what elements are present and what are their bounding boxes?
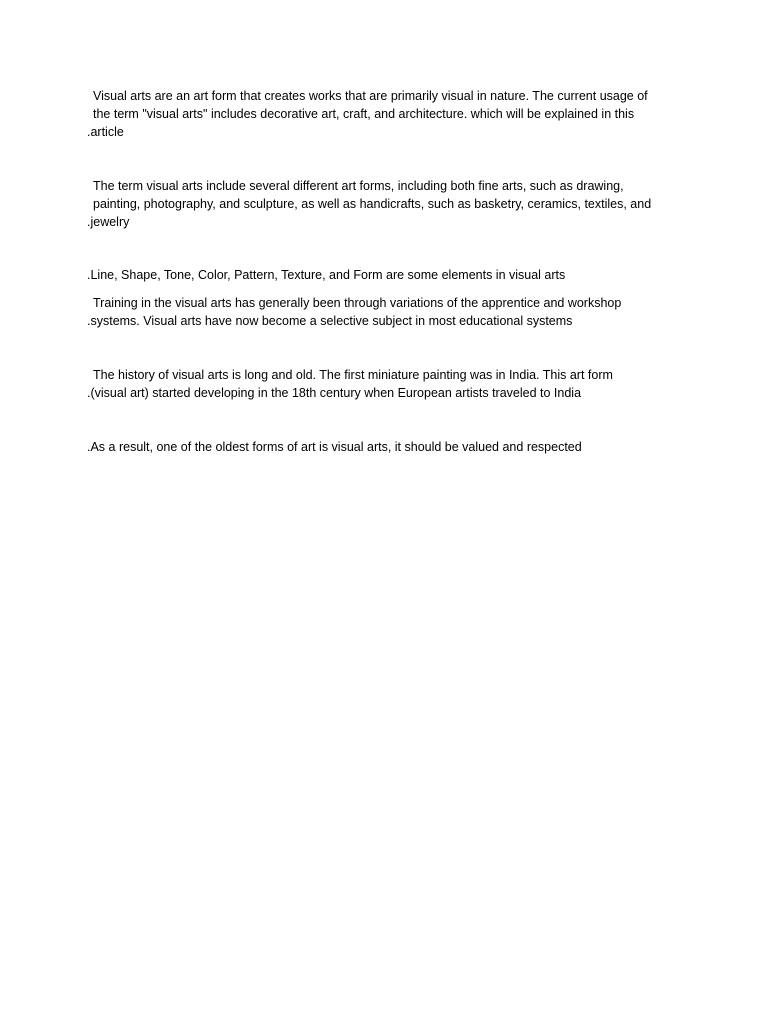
paragraph-5-line-2: .(visual art) started developing in the 18th century when European artists traveled to India bbox=[87, 386, 582, 400]
paragraph-3-line-1: .Line, Shape, Tone, Color, Pattern, Texture, and Form are some elements in visual arts bbox=[87, 268, 566, 282]
paragraph-1-line-3: .article bbox=[87, 125, 124, 139]
paragraph-4-line-2: .systems. Visual arts have now become a selective subject in most educational systems bbox=[87, 314, 573, 328]
paragraph-2-line-3: .jewelry bbox=[87, 215, 130, 229]
paragraph-5-line-1: The history of visual arts is long and old. The first miniature painting was in India. This art form bbox=[93, 368, 613, 382]
paragraph-1-line-2: the term "visual arts" includes decorative art, craft, and architecture. which will be explained in this bbox=[93, 107, 635, 121]
paragraph-1-line-1: Visual arts are an art form that creates works that are primarily visual in nature. The current usage of bbox=[93, 89, 648, 103]
paragraph-6-line-1: .As a result, one of the oldest forms of art is visual arts, it should be valued and respected bbox=[87, 440, 582, 454]
paragraph-2-line-1: The term visual arts include several different art forms, including both fine arts, such as drawing, bbox=[93, 179, 624, 193]
paragraph-4-line-1: Training in the visual arts has generally been through variations of the apprentice and workshop bbox=[93, 296, 622, 310]
paragraph-2-line-2: painting, photography, and sculpture, as well as handicrafts, such as basketry, ceramics, textiles, and bbox=[93, 197, 652, 211]
